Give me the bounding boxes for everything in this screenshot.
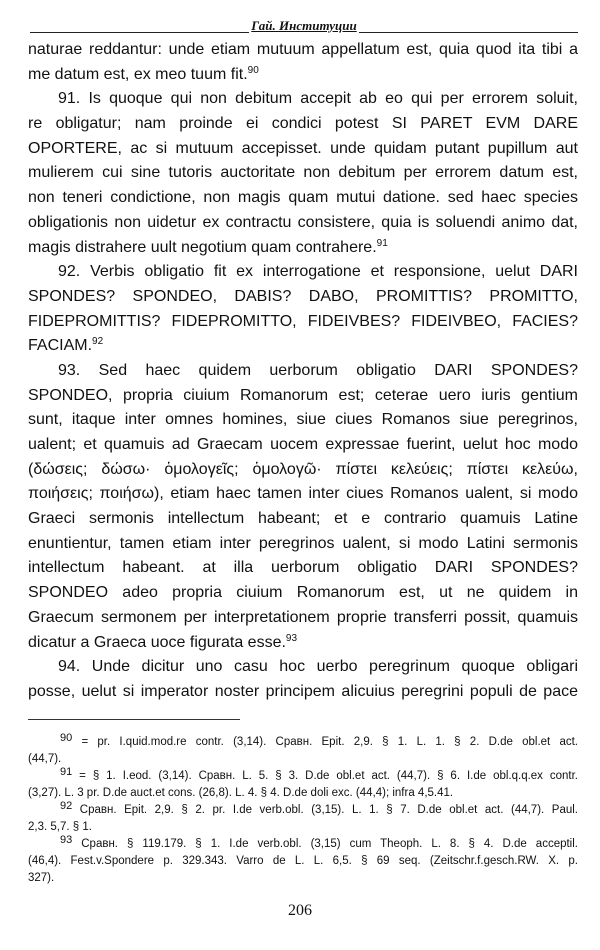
text-line (28, 87, 578, 112)
footnote-line (28, 785, 578, 802)
footnote-line (28, 751, 578, 768)
text-line-text: Graecum sermonem per interpretationem proprie transferri possit, quamuis (28, 608, 578, 626)
text-line-text: FIDEPROMITTIS? FIDEPROMITTO, FIDEIVBES? FIDEIVBEO, FACIES? (28, 312, 578, 330)
text-line-text: obligationis non uidetur ex contractu consistere, quia is soluendi animo dat, (28, 213, 578, 231)
footnote-line-text: (3,27). L. 3 pr. D.de auct.et cons. (26,8). L. 4. § 4. D.de doli exc. (44,4); infra 4,5.41. (28, 787, 454, 799)
footnote-line-text: Сравн. § 119.179. § 1. I.de verb.obl. (3,15) cum Theoph. L. 8. § 4. D.de acceptil. (72, 838, 578, 850)
text-line-text: (δώσεις; δώσω· ὁμολογεῖς; ὁμολογῶ· πίστει κελεύεις; πίστει κελεύω, (28, 460, 578, 478)
text-line (28, 384, 578, 409)
footnote-line-text: (44,7). (28, 753, 62, 765)
text-line-text: 93. Sed haec quidem uerborum obligatio DARI SPONDES? (58, 361, 578, 379)
text-line-text: ualent; et quamuis ad Graecam uocem expressae fuerint, uelut hoc modo (28, 436, 578, 453)
text-line-text: 92. Verbis obligatio fit ex interrogatione et responsione, uelut DARI (58, 263, 578, 281)
text-line (28, 359, 578, 384)
text-line (28, 63, 578, 88)
text-line-text: FACIAM. (28, 337, 93, 355)
text-line-text: SPONDEO, propria ciuium Romanorum est; ceterae uero iuris gentium (28, 386, 578, 404)
text-line (28, 137, 578, 162)
text-line (28, 38, 578, 63)
footnote-ref: 91 (60, 766, 73, 778)
text-line (28, 408, 578, 433)
text-line-text: ποιήσεις; ποιήσω), etiam haec tamen inter ciues Romanos ualent, si modo (28, 485, 578, 503)
footnotes (28, 734, 578, 887)
text-line-text: mulierem cui sine tutoris auctoritate non debitum per errorem datum est, (28, 164, 578, 182)
text-line-text: posse, uelut si imperator noster principem alicuius peregrini populi de pace (28, 682, 578, 700)
footnote-line (28, 819, 578, 836)
footnote-line-text: = § 1. I.eod. (3,14). Сравн. L. 5. § 3. D.de obl.et act. (44,7). § 6. I.de obl.q.q.ex contr. (72, 770, 578, 782)
text-line-text: 94. Unde dicitur uno casu hoc uerbo peregrinum quoque obligari (58, 658, 578, 676)
text-line (28, 236, 578, 261)
text-line (28, 507, 578, 532)
text-line (28, 458, 578, 483)
footnote-line (28, 836, 578, 853)
text-line-text: non teneri condictione, non magis quam mutui datione. sed haec species (28, 189, 578, 207)
text-line (28, 532, 578, 557)
text-line (28, 556, 578, 581)
text-line (28, 161, 578, 186)
footnote-ref: 92 (60, 800, 73, 812)
footnote-line (28, 853, 578, 870)
footnote-ref: 93 (60, 834, 73, 846)
text-line-text: Graeci sermonis intellectum habeant; et e contrario quamuis Latine (28, 510, 578, 528)
footnote-ref: 91 (376, 237, 388, 249)
footnote-line (28, 734, 578, 751)
text-line (28, 112, 578, 137)
text-line (28, 186, 578, 211)
text-line-text: re obligatur; nam proinde ei condici potest SI PARET EVM DARE (28, 115, 578, 133)
main-text (28, 38, 578, 705)
text-line (28, 631, 578, 656)
text-line-text: naturae reddantur: unde etiam mutuum appellatum est, quia quod ita tibi a (28, 41, 578, 58)
text-line (28, 433, 578, 458)
footnote-line (28, 802, 578, 819)
text-line-text: enuntientur, tamen etiam inter peregrinos ualent, si modo Latini sermonis (28, 534, 578, 552)
text-line (28, 680, 578, 705)
text-line (28, 334, 578, 359)
text-line (28, 211, 578, 236)
text-line-text: sunt, itaque inter omnes homines, siue ciues Romanos siue peregrinos, (28, 411, 578, 429)
page-number: 206 (288, 902, 312, 919)
running-title: Гай. Институции (251, 18, 357, 33)
text-line-text: SPONDES? SPONDEO, DABIS? DABO, PROMITTIS? PROMITTO, (28, 287, 578, 305)
footnote-divider (28, 719, 240, 720)
text-line (28, 655, 578, 680)
footnote-ref: 93 (285, 632, 298, 644)
text-line (28, 482, 578, 507)
text-line (28, 581, 578, 606)
text-line-text: OPORTERE, ac si mutuum accepisset. unde quidam putant pupillum aut (28, 139, 578, 157)
footnote-ref: 90 (247, 64, 259, 76)
text-line (28, 260, 578, 285)
footnote-line-text: (46,4). Fest.v.Spondere p. 329.343. Varro de L. L. 6,5. § 69 seq. (Zeitschr.f.gesch.RW. X. p. (28, 855, 578, 867)
running-header (30, 14, 578, 33)
text-line (28, 285, 578, 310)
footnote-line-text: 2,3. 5,7. § 1. (28, 821, 92, 833)
text-line (28, 606, 578, 631)
text-line-text: intellectum habeant. at illa uerborum obligatio DARI SPONDES? (28, 559, 578, 577)
text-line-text: SPONDEO adeo propria ciuium Romanorum est, ut ne quidem in (28, 584, 578, 602)
text-line-text: me datum est, ex meo tuum fit. (28, 65, 248, 83)
text-line (28, 310, 578, 335)
footnote-line (28, 768, 578, 785)
footnote-line-text: Сравн. Epit. 2,9. § 2. pr. I.de verb.obl. (3,15). L. 1. § 7. D.de obl.et act. (44,7). Paul. (72, 804, 578, 816)
footnote-line-text: 327). (28, 872, 55, 884)
text-line-text: magis distrahere uult negotium quam contrahere. (28, 238, 377, 256)
text-line-text: 91. Is quoque qui non debitum accepit ab eo qui per errorem soluit, (58, 90, 578, 108)
text-line-text: dicatur a Graeca uoce figurata esse. (28, 633, 286, 651)
footnote-line (28, 870, 578, 887)
footnote-line-text: = pr. I.quid.mod.re contr. (3,14). Сравн. Epit. 2,9. § 1. L. 1. § 2. D.de obl.et act. (72, 736, 578, 748)
footnote-ref: 92 (92, 336, 104, 348)
footnote-ref: 90 (60, 732, 73, 744)
